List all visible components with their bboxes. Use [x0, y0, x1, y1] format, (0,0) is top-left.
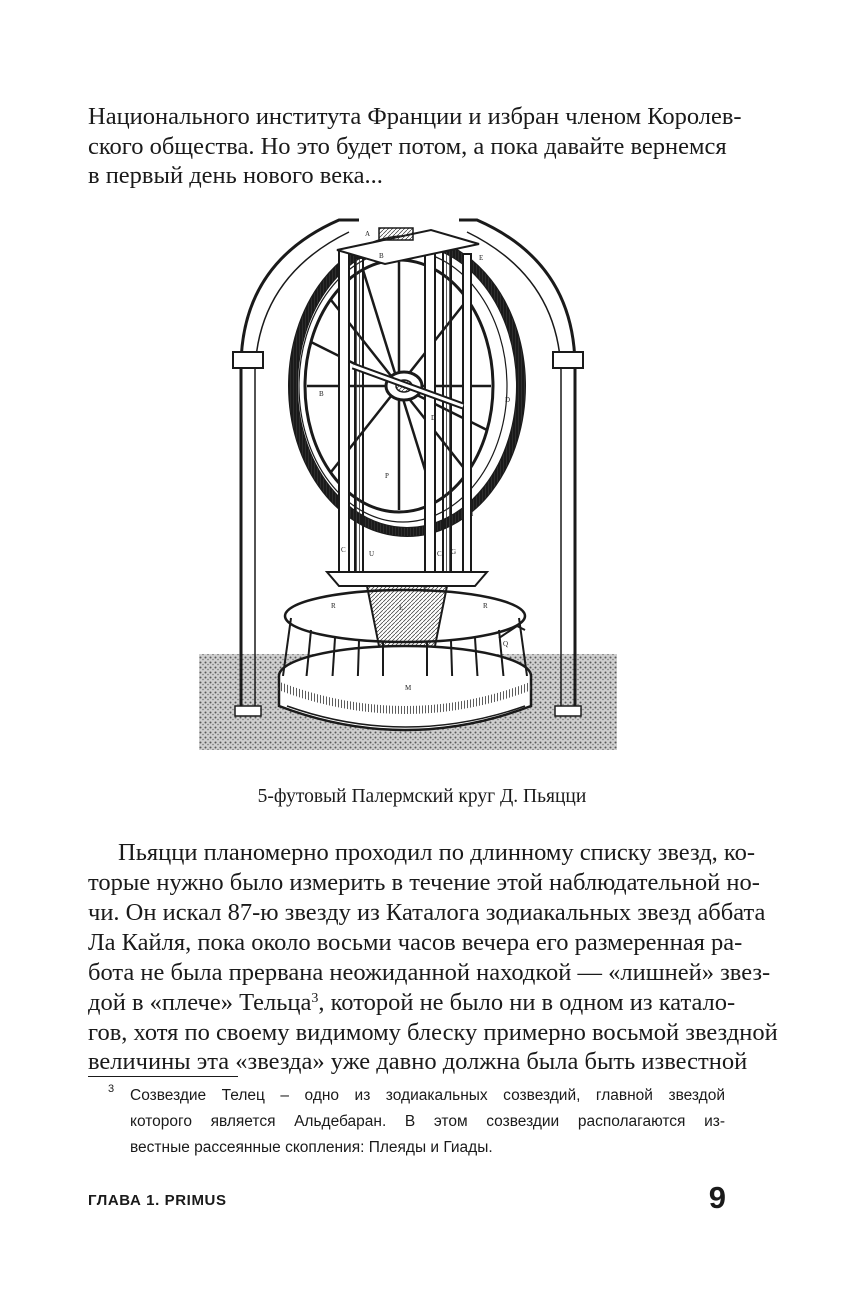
running-head: ГЛАВА 1. PRIMUS — [88, 1192, 227, 1209]
top-line-3: в первый день нового века... — [88, 162, 383, 189]
svg-text:Q: Q — [503, 640, 509, 648]
top-line-2: ского общества. Но это будет потом, а пока давайте вернемся — [88, 133, 727, 160]
svg-text:K: K — [423, 586, 429, 594]
svg-text:A: A — [365, 230, 371, 238]
svg-text:D: D — [505, 396, 511, 404]
main-line-6-end: , которой не было ни в одном из катало- — [318, 989, 736, 1016]
palermo-circle-engraving — [199, 206, 617, 750]
main-line-7: гов, хотя по своему видимому блеску примерно восьмой звездной — [88, 1019, 778, 1046]
main-line-3: чи. Он искал 87-ю звезду из Каталога зодиакальных звезд аббата — [88, 899, 766, 926]
svg-text:G: G — [451, 548, 457, 556]
main-line-8: величины эта «звезда» уже давно должна была быть известной — [88, 1048, 748, 1075]
svg-text:R: R — [483, 602, 488, 610]
svg-text:C: C — [341, 546, 346, 554]
main-line-6 — [88, 988, 736, 1018]
top-line-1: Национального института Франции и избран членом Королев- — [88, 103, 742, 130]
main-line-1: Пьяцци планомерно проходил по длинному списку звезд, ко- — [118, 839, 755, 866]
footnote-line-1: Созвездие Телец – одно из зодиакальных созвездий, главной звездой — [130, 1087, 725, 1104]
svg-text:R: R — [331, 602, 336, 610]
main-line-2: торые нужно было измерить в течение этой наблюдательной но- — [88, 869, 760, 896]
svg-text:E: E — [479, 254, 484, 262]
main-line-6-start: дой в «плече» Тельца$^3$ — [88, 989, 319, 1016]
footnote-rule — [88, 1076, 238, 1077]
svg-text:C: C — [437, 550, 442, 558]
page-number: 9 — [708, 1180, 726, 1215]
svg-text:B: B — [319, 390, 324, 398]
svg-text:I: I — [471, 510, 474, 518]
svg-text:L: L — [399, 604, 404, 612]
footnote-number: 3 — [108, 1083, 115, 1095]
svg-text:P: P — [385, 472, 389, 480]
footnote-ref[interactable]: 3 — [311, 991, 319, 1006]
svg-text:D: D — [431, 414, 437, 422]
figure-caption: 5-футовый Палермский круг Д. Пьяцци — [257, 786, 587, 807]
svg-text:M: M — [405, 684, 412, 692]
footnote-line-3: вестные рассеянные скопления: Плеяды и Гиады. — [130, 1139, 493, 1156]
footnote-line-2: которого является Альдебаран. В этом созвездии располагаются из- — [130, 1113, 725, 1130]
main-line-4: Ла Кайля, пока около восьми часов вечера его размеренная ра- — [88, 929, 743, 956]
svg-text:B: B — [379, 252, 384, 260]
main-line-5: бота не была прервана неожиданной находкой — «лишней» звез- — [88, 959, 771, 986]
svg-text:U: U — [369, 550, 375, 558]
